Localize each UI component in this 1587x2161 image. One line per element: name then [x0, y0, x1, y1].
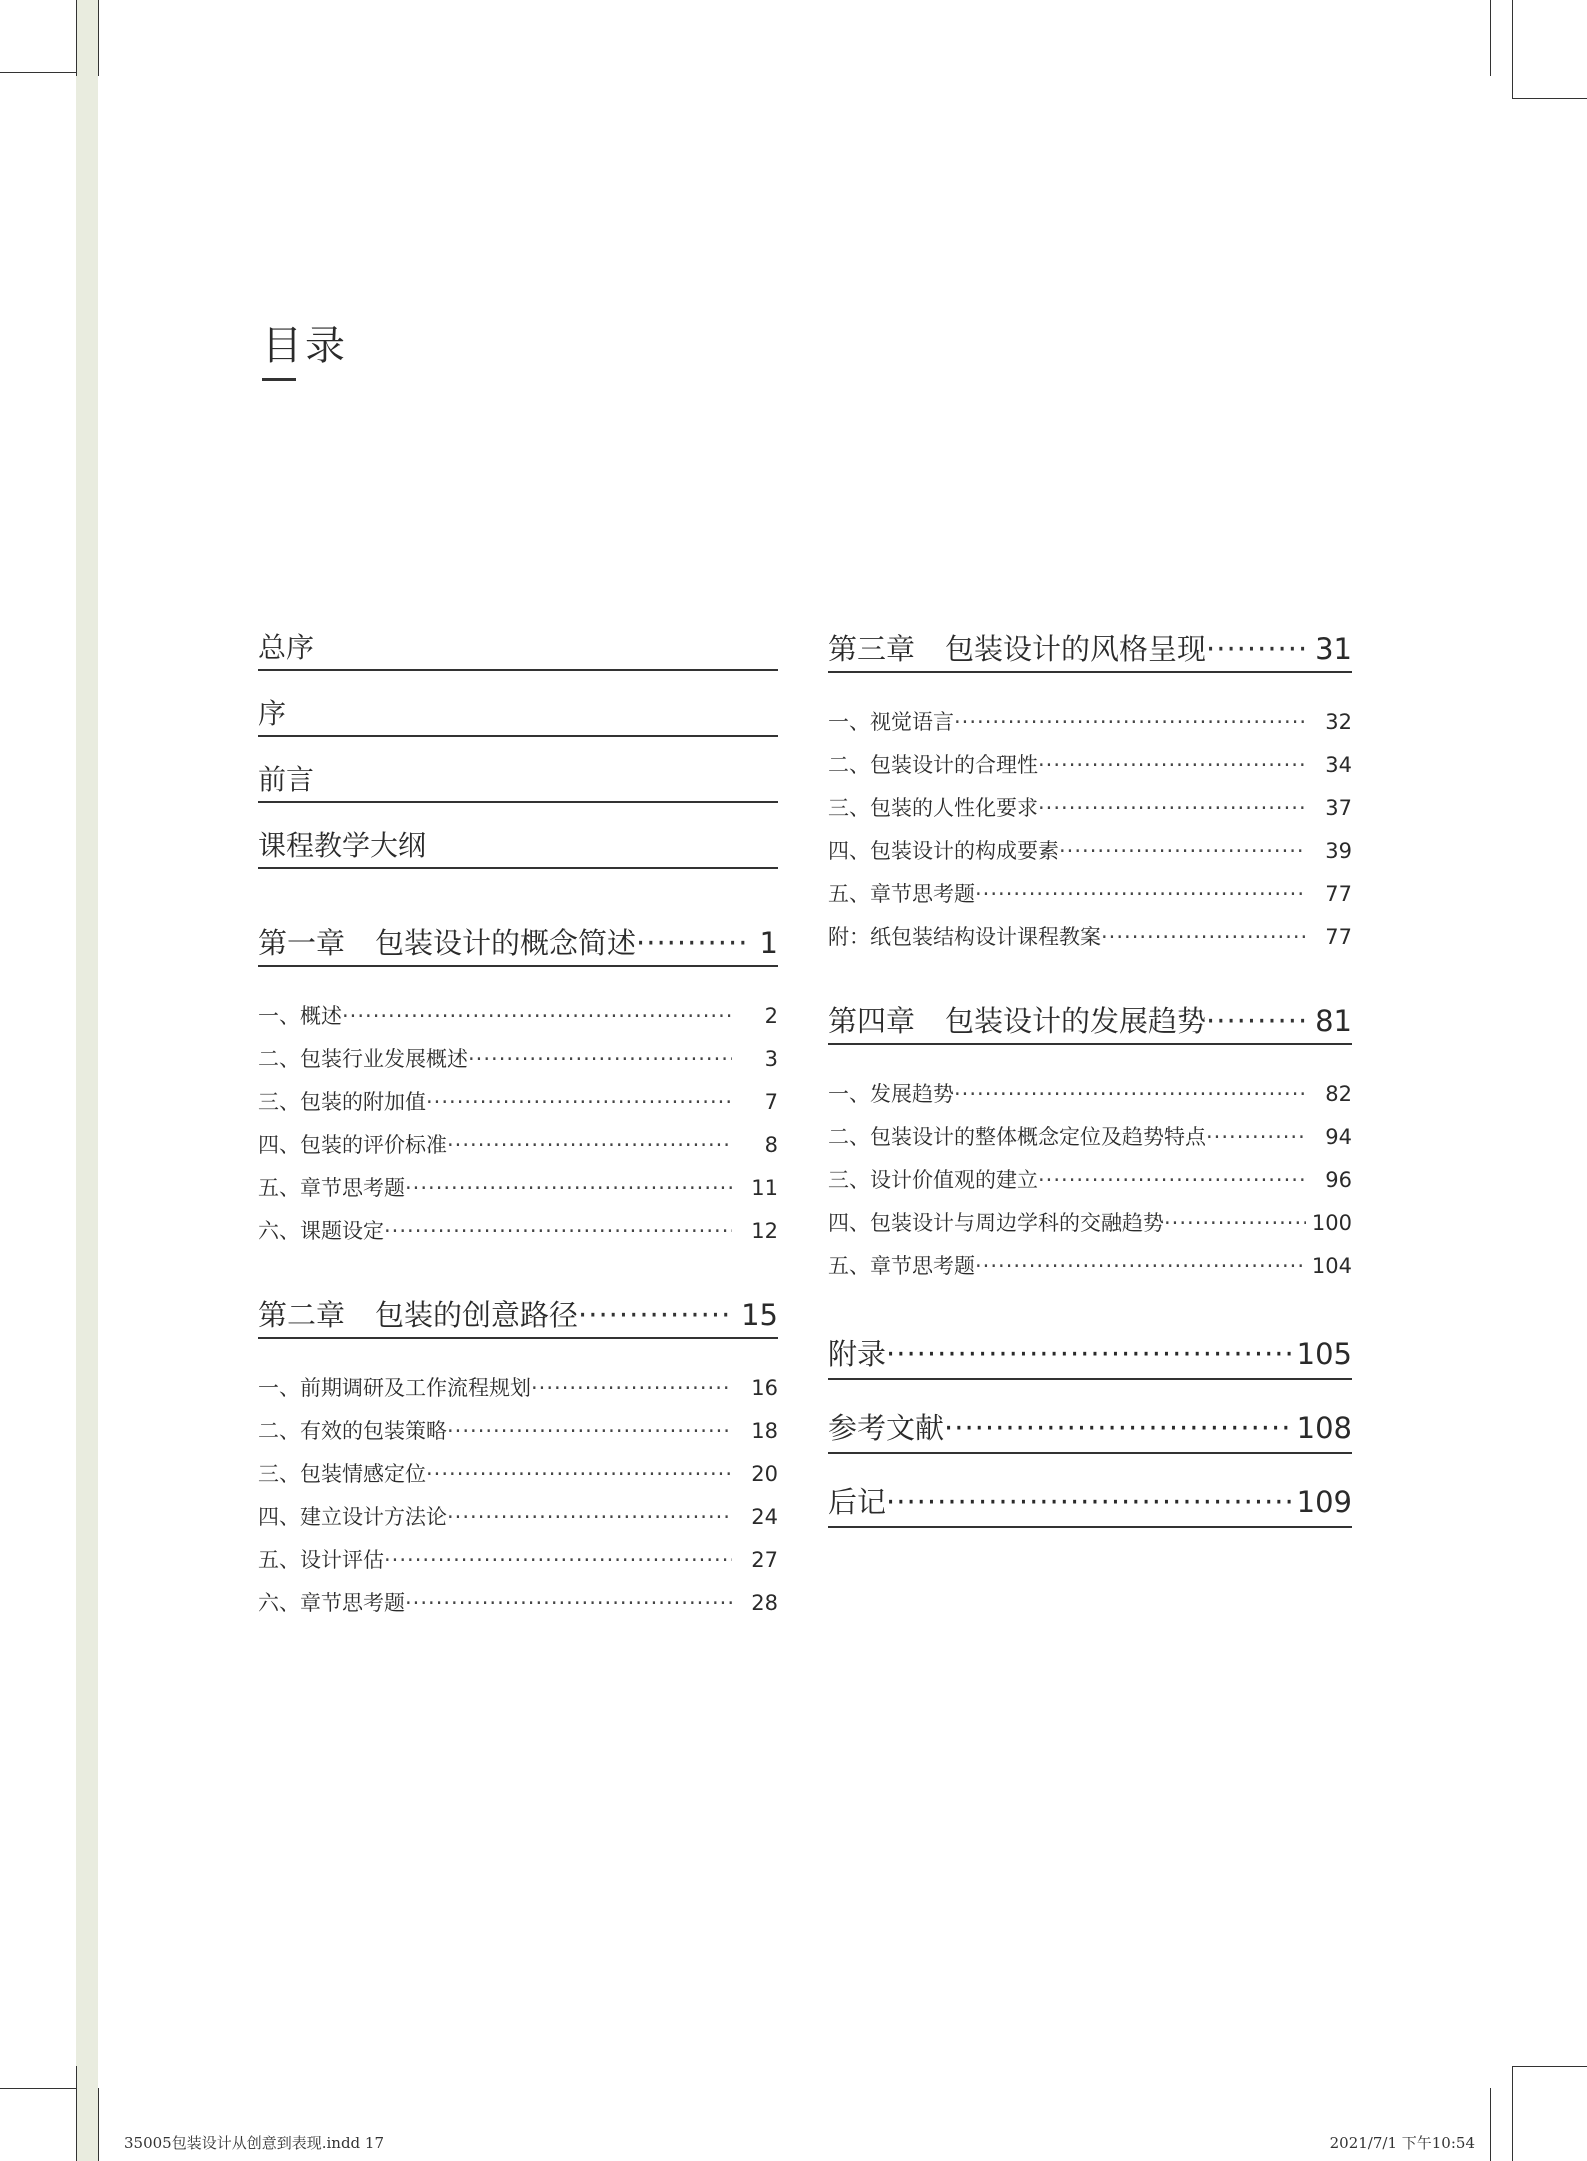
entry-page: 34	[1325, 753, 1352, 777]
dot-leader	[531, 1367, 732, 1410]
dot-leader	[1164, 1202, 1306, 1245]
toc-front-matter[interactable]: 课程教学大纲	[258, 825, 778, 869]
entry-label: 三、包装的人性化要求	[828, 796, 1038, 820]
entry-label: 一、前期调研及工作流程规划	[258, 1376, 531, 1400]
entry-page: 7	[764, 1090, 778, 1114]
appendix-label: 附录	[828, 1337, 887, 1371]
page-title: 目录	[262, 323, 348, 369]
toc-entry[interactable]	[828, 701, 1352, 744]
entry-label: 六、章节思考题	[258, 1591, 405, 1615]
toc-entry[interactable]	[828, 744, 1352, 787]
dot-leader	[384, 1210, 732, 1253]
crop-mark	[1512, 0, 1513, 98]
entry-page: 94	[1325, 1125, 1352, 1149]
toc-front-matter[interactable]: 总序	[258, 627, 778, 671]
toc-entry[interactable]	[828, 1116, 1352, 1159]
entry-label: 二、包装设计的整体概念定位及趋势特点	[828, 1125, 1206, 1149]
entry-page: 96	[1325, 1168, 1352, 1192]
title-underline	[262, 378, 296, 381]
chapter-number: 第一章	[258, 926, 346, 960]
chapter-number: 第四章	[828, 1004, 916, 1038]
toc-entry[interactable]	[258, 1582, 778, 1625]
toc-entry[interactable]	[258, 1210, 778, 1253]
entry-label: 五、章节思考题	[828, 882, 975, 906]
toc-entry[interactable]	[258, 1167, 778, 1210]
toc-entry[interactable]	[828, 787, 1352, 830]
toc-entry[interactable]	[828, 1159, 1352, 1202]
entry-page: 104	[1311, 1254, 1352, 1278]
toc-appendix[interactable]	[828, 1330, 1352, 1380]
toc-left-column	[258, 627, 778, 1625]
dot-leader	[426, 1453, 732, 1496]
crop-mark	[1512, 98, 1587, 99]
toc-right-column	[828, 627, 1352, 1552]
dot-leader	[1038, 744, 1306, 787]
toc-section-list	[828, 1073, 1352, 1288]
toc-entry[interactable]	[258, 1453, 778, 1496]
entry-page: 77	[1325, 882, 1352, 906]
entry-label: 一、发展趋势	[828, 1082, 954, 1106]
entry-label: 二、有效的包装策略	[258, 1419, 447, 1443]
dot-leader	[468, 1038, 732, 1081]
entry-label: 四、包装设计与周边学科的交融趋势	[828, 1211, 1164, 1235]
entry-label: 四、建立设计方法论	[258, 1505, 447, 1529]
toc-chapter-heading[interactable]	[828, 627, 1352, 673]
toc-entry[interactable]	[258, 1539, 778, 1582]
toc-entry[interactable]	[828, 1245, 1352, 1288]
entry-page: 20	[751, 1462, 778, 1486]
entry-page: 77	[1325, 925, 1352, 949]
entry-label: 五、设计评估	[258, 1548, 384, 1572]
footer-timestamp: 2021/7/1 下午10:54	[1329, 2134, 1475, 2152]
dot-leader	[1059, 830, 1306, 873]
entry-label: 五、章节思考题	[828, 1254, 975, 1278]
toc-section-list	[828, 701, 1352, 959]
appendix-label: 参考文献	[828, 1411, 945, 1445]
entry-label: 五、章节思考题	[258, 1176, 405, 1200]
crop-mark	[98, 2088, 99, 2161]
entry-label: 二、包装设计的合理性	[828, 753, 1038, 777]
entry-page: 16	[751, 1376, 778, 1400]
toc-front-matter[interactable]: 前言	[258, 759, 778, 803]
chapter-page: 15	[741, 1298, 778, 1332]
toc-appendix[interactable]	[828, 1478, 1352, 1528]
entry-page: 3	[764, 1047, 778, 1071]
entry-label: 一、概述	[258, 1004, 342, 1028]
appendix-page: 108	[1296, 1411, 1352, 1445]
page-spine-shade	[76, 0, 98, 2161]
entry-label: 二、包装行业发展概述	[258, 1047, 468, 1071]
dot-leader	[1038, 787, 1306, 830]
dot-leader	[384, 1539, 732, 1582]
entry-page: 32	[1325, 710, 1352, 734]
toc-entry[interactable]	[258, 1124, 778, 1167]
crop-mark	[1512, 2066, 1513, 2161]
entry-label: 附：纸包装结构设计课程教案	[828, 925, 1101, 949]
crop-mark	[0, 2088, 76, 2089]
dot-leader	[405, 1167, 732, 1210]
dot-leader	[426, 1081, 732, 1124]
entry-page: 11	[751, 1176, 778, 1200]
entry-page: 82	[1325, 1082, 1352, 1106]
toc-entry[interactable]	[258, 1038, 778, 1081]
entry-page: 27	[751, 1548, 778, 1572]
toc-section-list	[258, 1367, 778, 1625]
entry-page: 37	[1325, 796, 1352, 820]
toc-section-list	[258, 995, 778, 1253]
dot-leader	[954, 701, 1306, 744]
toc-entry[interactable]	[258, 1081, 778, 1124]
chapter-number: 第三章	[828, 632, 916, 666]
toc-entry[interactable]	[258, 1496, 778, 1539]
dot-leader	[342, 995, 732, 1038]
crop-mark	[76, 0, 77, 76]
entry-page: 24	[751, 1505, 778, 1529]
entry-page: 2	[764, 1004, 778, 1028]
toc-chapter-heading[interactable]	[258, 1293, 778, 1339]
entry-label: 三、包装情感定位	[258, 1462, 426, 1486]
dot-leader	[886, 1478, 1291, 1526]
dot-leader	[1206, 999, 1305, 1043]
dot-leader	[886, 1330, 1291, 1378]
toc-appendix[interactable]	[828, 1404, 1352, 1454]
dot-leader	[447, 1124, 732, 1167]
dot-leader	[1206, 1116, 1306, 1159]
toc-entry[interactable]	[828, 916, 1352, 959]
toc-chapter-heading[interactable]	[828, 999, 1352, 1045]
toc-entry[interactable]	[828, 1073, 1352, 1116]
toc-entry[interactable]	[828, 1202, 1352, 1245]
crop-mark	[76, 2066, 77, 2161]
entry-label: 六、课题设定	[258, 1219, 384, 1243]
toc-entry[interactable]	[258, 995, 778, 1038]
crop-mark	[1490, 0, 1491, 76]
chapter-name: 包装设计的风格呈现	[945, 632, 1207, 666]
appendix-page: 105	[1296, 1337, 1352, 1371]
crop-mark	[1490, 2088, 1491, 2161]
dot-leader	[1101, 916, 1306, 959]
dot-leader	[1038, 1159, 1306, 1202]
appendix-page: 109	[1296, 1485, 1352, 1519]
dot-leader	[944, 1404, 1291, 1452]
dot-leader	[975, 873, 1306, 916]
entry-page: 12	[751, 1219, 778, 1243]
chapter-name: 包装设计的概念简述	[375, 926, 637, 960]
chapter-page: 1	[759, 926, 778, 960]
chapter-name: 包装的创意路径	[375, 1298, 579, 1332]
entry-page: 39	[1325, 839, 1352, 863]
entry-page: 100	[1311, 1211, 1352, 1235]
dot-leader	[1206, 627, 1305, 671]
dot-leader	[447, 1496, 732, 1539]
entry-label: 一、视觉语言	[828, 710, 954, 734]
chapter-page: 81	[1315, 1004, 1352, 1038]
dot-leader	[578, 1293, 731, 1337]
toc-entry[interactable]	[828, 830, 1352, 873]
chapter-page: 31	[1315, 632, 1352, 666]
toc-entry[interactable]	[828, 873, 1352, 916]
chapter-name: 包装设计的发展趋势	[945, 1004, 1207, 1038]
crop-mark	[1512, 2066, 1587, 2067]
dot-leader	[636, 921, 750, 965]
toc-front-matter[interactable]: 序	[258, 693, 778, 737]
dot-leader	[975, 1245, 1306, 1288]
entry-page: 18	[751, 1419, 778, 1443]
dot-leader	[954, 1073, 1306, 1116]
toc-entry[interactable]	[258, 1410, 778, 1453]
chapter-number: 第二章	[258, 1298, 346, 1332]
entry-label: 三、设计价值观的建立	[828, 1168, 1038, 1192]
crop-mark	[0, 72, 76, 73]
dot-leader	[447, 1410, 732, 1453]
entry-page: 8	[764, 1133, 778, 1157]
appendix-label: 后记	[828, 1485, 887, 1519]
toc-chapter-heading[interactable]	[258, 921, 778, 967]
footer-filename: 35005包装设计从创意到表现.indd 17	[124, 2134, 385, 2152]
entry-label: 三、包装的附加值	[258, 1090, 426, 1114]
entry-label: 四、包装的评价标准	[258, 1133, 447, 1157]
entry-label: 四、包装设计的构成要素	[828, 839, 1059, 863]
toc-entry[interactable]	[258, 1367, 778, 1410]
entry-page: 28	[751, 1591, 778, 1615]
crop-mark	[98, 0, 99, 76]
dot-leader	[405, 1582, 732, 1625]
